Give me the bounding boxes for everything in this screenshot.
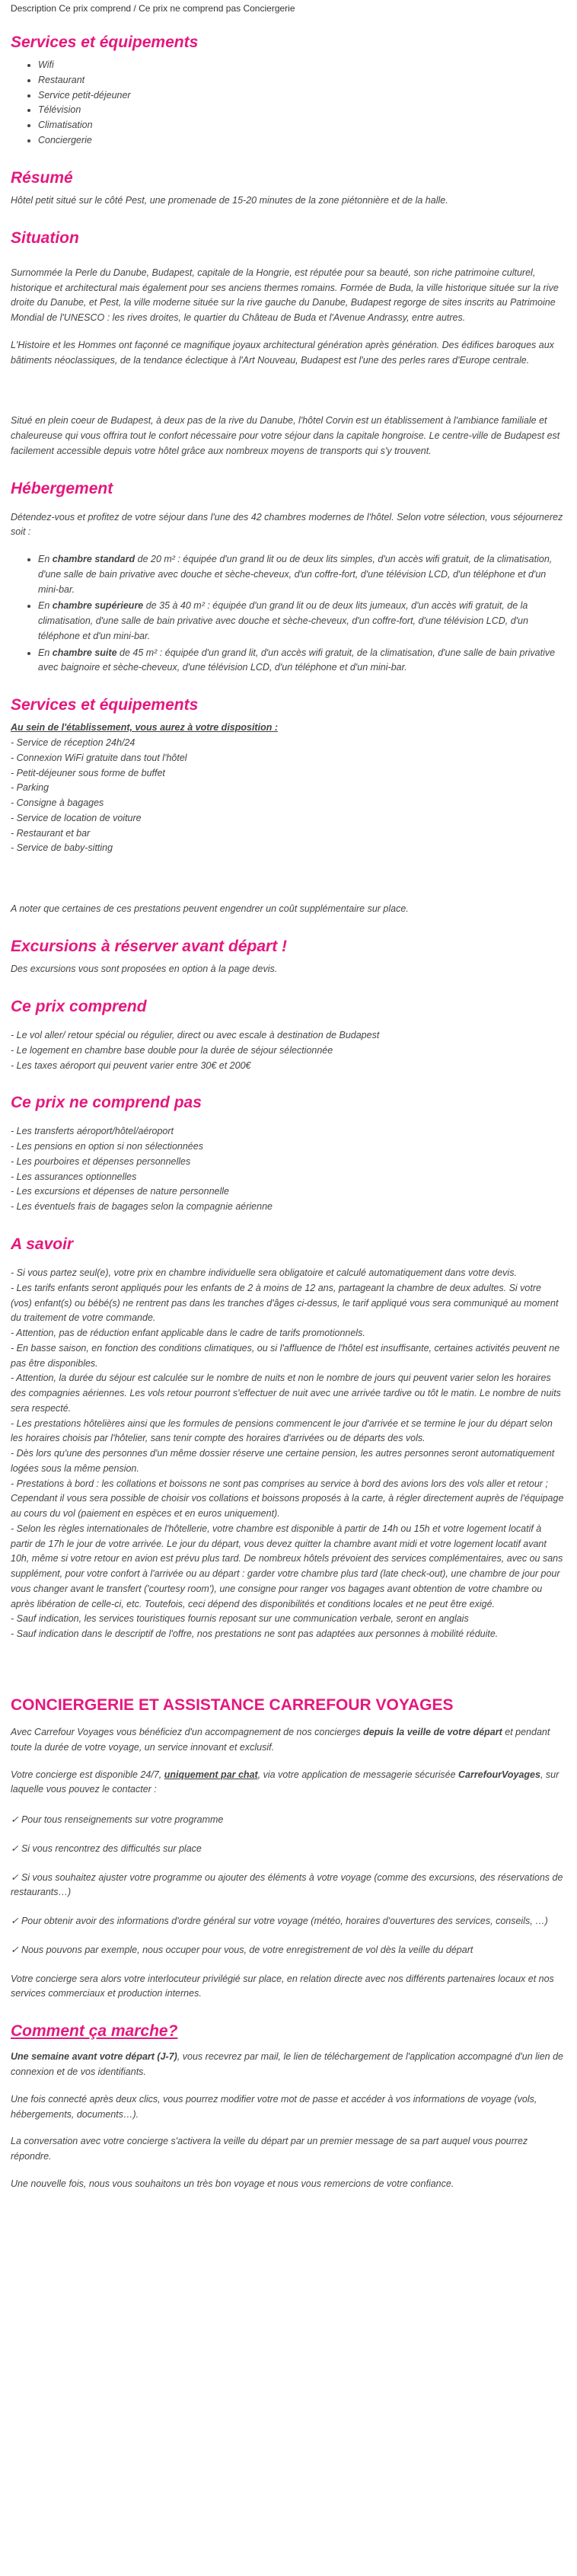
section-services-2	[11, 695, 565, 917]
situation-paragraph: Surnommée la Perle du Danube, Budapest, capitale de la Hongrie, est réputée pour sa beauté, son riche patrimoine culturel, historique et architectural mais également pour ses anciens thermes romains. Formée de Buda, la ville historique située sur la rive droite du Danube, et Pest, la ville moderne située sur la rive gauche du Danube, Budapest regorge de sites inscrits au Patrimoine Mondial de l'UNESCO : les rives droites, le quartier du Château de Buda et l'Avenue Andrassy, entre autres.	[11, 267, 559, 324]
list-item: - Sauf indication, les services touristiques fournis reposant sur une communication verbale, seront en anglais	[11, 1613, 469, 1625]
list-item: - Les excursions et dépenses de nature personnelle	[11, 1186, 229, 1197]
savoir-title: A savoir	[11, 1235, 74, 1253]
room-item: • En chambre standard de 20 m² : équipée d'un grand lit ou de deux lits simples, d'un accès wifi gratuit, de la climatisation, d'une salle de bain privative avec douche et sèche-cheveux, d'un coffre-fort, d'une télévision LCD, d'un téléphone et d'un mini-bar.	[38, 552, 565, 597]
check-item: ✓ Si vous rencontrez des difficultés sur place	[11, 1843, 202, 1854]
list-item: - Service de réception 24h/24	[11, 737, 135, 749]
list-item: - Sauf indication dans le descriptif de l'offre, nos prestations ne sont pas adaptées aux personnes à mobilité réduite.	[11, 1628, 499, 1640]
conciergerie-intro: Avec Carrefour Voyages vous bénéficiez d'un accompagnement de nos concierges depuis la veille de votre départ et pendant toute la durée de votre voyage, un service innovant et exclusif.	[11, 1727, 550, 1753]
list-item: - Consigne à bagages	[11, 797, 104, 809]
list-item: - Le vol aller/ retour spécial ou régulier, direct ou avec escale à destination de Budapest	[11, 1030, 380, 1041]
services2-list	[11, 721, 565, 856]
check-item: ✓ Pour tous renseignements sur votre programme	[11, 1814, 224, 1826]
check-item: ✓ Nous pouvons par exemple, nous occuper pour vous, de votre enregistrement de vol dès la veille du départ	[11, 1944, 473, 1955]
room-item: • En chambre suite de 45 m² : équipée d'un grand lit, d'un accès wifi gratuit, de la climatisation, d'une salle de bain privative avec baignoire et sèche-cheveux, d'une télévision LCD, d'un téléphone et d'un mini-bar.	[38, 646, 565, 676]
section-ne-comprend	[11, 1093, 565, 1215]
list-item: - Selon les règles internationales de l'hôtellerie, votre chambre est disponible à partir de 14h ou 15h et votre logement locatif à partir de 17h le jour de votre arrivée. Le jour du départ, vous devez quitter la chambre avant midi et votre logement locatif avant 10h, même si votre retour en avion est prévu plus tard. De nombreux hôtels prévoient des services complémentaires, avec ou sans supplément, pour votre confort à l'arrivée ou au départ : garder votre chambre plus tard (late check-out), une chambre de jour pour vous changer avant le transfert ('courtesy room'), une consigne pour ranger vos bagages avant obtention de votre chambre ou après libération de celle-ci, etc. Toutefois, ceci dépend des disponibilités et conditions locales et ne peut être exigé.	[11, 1523, 563, 1609]
list-item: - Petit-déjeuner sous forme de buffet	[11, 767, 165, 778]
list-item: - Dès lors qu'une des personnes d'un même dossier réserve une certaine pension, les autres personnes seront automatiquement logées sous la même pension.	[11, 1448, 555, 1474]
section-resume	[11, 168, 565, 209]
services-title: Services et équipements	[11, 33, 199, 51]
excursions-title: Excursions à réserver avant départ !	[11, 937, 288, 955]
services-list	[11, 58, 565, 149]
hebergement-title: Hébergement	[11, 479, 113, 497]
list-item: • Wifi	[38, 58, 565, 73]
section-services	[11, 33, 565, 149]
list-item: - Les pourboires et dépenses personnelles	[11, 1155, 191, 1167]
room-item: • En chambre supérieure de 35 à 40 m² : équipée d'un grand lit ou de deux lits jumeaux, d'un accès wifi gratuit, de la climatisation, d'une salle de bain privative avec douche et sèche-cheveux, d'un coffre-fort, d'une télévision LCD, d'un téléphone et d'un mini-bar.	[38, 599, 565, 644]
comment-paragraph: La conversation avec votre concierge s'activera la veille du départ par un premier message de sa part auquel vous pourrez répondre.	[11, 2136, 528, 2162]
ne-comprend-title: Ce prix ne comprend pas	[11, 1094, 202, 1112]
savoir-list	[11, 1266, 565, 1642]
section-savoir	[11, 1235, 565, 1642]
section-conciergerie	[11, 1695, 565, 2002]
list-item: - Si vous partez seul(e), votre prix en chambre individuelle sera obligatoire et calculé automatiquement dans votre devis.	[11, 1267, 517, 1279]
list-item: - Les transferts aéroport/hôtel/aéroport	[11, 1126, 174, 1137]
list-item: • Télévision	[38, 103, 565, 118]
section-comment	[11, 2021, 565, 2191]
section-situation	[11, 229, 565, 459]
check-item: ✓ Pour obtenir avoir des informations d'ordre général sur votre voyage (météo, horaires d'ouvertures des services, conseils, …)	[11, 1916, 548, 1927]
list-item: - Les prestations hôtelières ainsi que les formules de pensions commencent le jour d'arrivée et se termine le jour du départ selon les horaires choisis par l'hôtelier, sans tenir compte des horaires d'arrivées ou de départs des vols.	[11, 1417, 553, 1444]
chat-only-link[interactable]: uniquement par chat	[164, 1769, 258, 1780]
comment-paragraph: Une fois connecté après deux clics, vous pourrez modifier votre mot de passe et accéder à vos informations de voyage (vols, hébergements, documents…).	[11, 2093, 537, 2120]
list-item: - Les pensions en option si non sélectionnées	[11, 1141, 203, 1152]
excursions-text: Des excursions vous sont proposées en option à la page devis.	[11, 964, 278, 975]
list-item: - Prestations à bord : les collations et boissons ne sont pas comprises au service à bord des avions lors des vols aller et retour ; Cependant il vous sera possible de choisir vos collations et boissons proposés à la carte, à régler directement auprès de l'équipage au cours du vol (paiement en espèces et en euros uniquement).	[11, 1478, 564, 1520]
room-type: chambre suite	[52, 647, 117, 658]
list-item: • Restaurant	[38, 73, 565, 88]
list-item: - Service de baby-sitting	[11, 842, 113, 854]
hebergement-intro: Détendez-vous et profitez de votre séjour dans l'une des 42 chambres modernes de l'hôtel. Selon votre sélection, vous séjournerez soit :	[11, 511, 563, 538]
list-item: - Les assurances optionnelles	[11, 1171, 137, 1182]
list-item: - Connexion WiFi gratuite dans tout l'hôtel	[11, 752, 187, 763]
list-item: - Service de location de voiture	[11, 812, 142, 823]
services2-subtitle: Au sein de l'établissement, vous aurez à votre disposition :	[11, 722, 278, 733]
list-item: - Parking	[11, 782, 49, 794]
comprend-title: Ce prix comprend	[11, 997, 147, 1015]
conciergerie-outro: Votre concierge sera alors votre interlocuteur privilégié sur place, en relation directe avec nos différents partenaires locaux et nos services commerciaux et production internes.	[11, 1973, 554, 1999]
list-item: • Conciergerie	[38, 133, 565, 149]
list-item: - Attention, pas de réduction enfant applicable dans le cadre de tarifs promotionnels.	[11, 1328, 365, 1339]
list-item: - Les éventuels frais de bagages selon la compagnie aérienne	[11, 1201, 273, 1213]
room-type: chambre supérieure	[52, 600, 144, 612]
check-item: ✓ Si vous souhaitez ajuster votre programme ou ajouter des éléments à votre voyage (comme des excursions, des réservations de restaurants…)	[11, 1871, 563, 1898]
room-list	[11, 552, 565, 676]
situation-paragraph: L'Histoire et les Hommes ont façonné ce magnifique joyaux architectural génération après génération. Des édifices baroques aux bâtiments néoclassiques, de la tendance éclectique à l'Art Nouveau, Budapest est l'une des perles rares d'Europe centrale.	[11, 339, 554, 366]
conciergerie-title: CONCIERGERIE ET ASSISTANCE CARREFOUR VOYAGES	[11, 1695, 454, 1714]
list-item: - Les taxes aéroport qui peuvent varier entre 30€ et 200€	[11, 1059, 251, 1071]
resume-title: Résumé	[11, 168, 73, 187]
conciergerie-availability: Votre concierge est disponible 24/7, uniquement par chat, via votre application de messagerie sécurisée CarrefourVoyages, sur laquelle vous pouvez le contacter :	[11, 1769, 559, 1795]
list-item: - Le logement en chambre base double pour la durée de séjour sélectionnée	[11, 1044, 333, 1056]
comprend-list	[11, 1028, 565, 1073]
breadcrumb: Description Ce prix comprend / Ce prix ne comprend pas Conciergerie	[11, 3, 295, 14]
list-item: - Attention, la durée du séjour est calculée sur le nombre de nuits et non le nombre de jours qui peuvent varier selon les horaires des compagnies aériennes. Les vols retour pourront s'effectuer de nuit avec une arrivée tardive ou tôt le matin. Le nombre de nuits sera respecté.	[11, 1373, 561, 1414]
list-item: - En basse saison, en fonction des conditions climatiques, ou si l'affluence de l'hôtel est insuffisante, certaines activités peuvent ne pas être disponibles.	[11, 1342, 560, 1369]
comment-paragraph: Une nouvelle fois, nous vous souhaitons un très bon voyage et nous vous remercions de votre confiance.	[11, 2178, 454, 2189]
situation-title: Situation	[11, 229, 79, 247]
list-item: • Service petit-déjeuner	[38, 88, 565, 104]
section-comprend	[11, 997, 565, 1073]
resume-text: Hôtel petit situé sur le côté Pest, une promenade de 15-20 minutes de la zone piétonnière et de la halle.	[11, 194, 448, 206]
situation-paragraph: Situé en plein coeur de Budapest, à deux pas de la rive du Danube, l'hôtel Corvin est un établissement à l'ambiance familiale et chaleureuse qui vous offrira tout le confort nécessaire pour votre séjour dans la capitale hongroise. Le centre-ville de Budapest est facilement accessible depuis votre hôtel grâce aux nombreux moyens de transports qui s'y trouvent.	[11, 415, 560, 456]
list-item: - Les tarifs enfants seront appliqués pour les enfants de 2 à moins de 12 ans, partageant la chambre de deux adultes. Si votre (vos) enfant(s) ou bébé(s) ne rentrent pas dans les tranches d'âges ci-dessus, le tarif appliqué vous sera communiqué au moment du traitement de votre commande.	[11, 1282, 559, 1324]
list-item: - Restaurant et bar	[11, 827, 91, 839]
services2-note: A noter que certaines de ces prestations peuvent engendrer un coût supplémentaire sur place.	[11, 903, 409, 915]
list-item: • Climatisation	[38, 118, 565, 133]
section-hebergement	[11, 479, 565, 676]
comment-title: Comment ça marche?	[11, 2022, 178, 2041]
comment-paragraph: Une semaine avant votre départ (J-7), vous recevrez par mail, le lien de téléchargement de l'application accompagné d'un lien de connexion et de vos identifiants.	[11, 2051, 563, 2078]
section-excursions	[11, 937, 565, 977]
room-type: chambre standard	[52, 554, 135, 565]
services2-title: Services et équipements	[11, 696, 199, 714]
ne-comprend-list	[11, 1124, 565, 1215]
